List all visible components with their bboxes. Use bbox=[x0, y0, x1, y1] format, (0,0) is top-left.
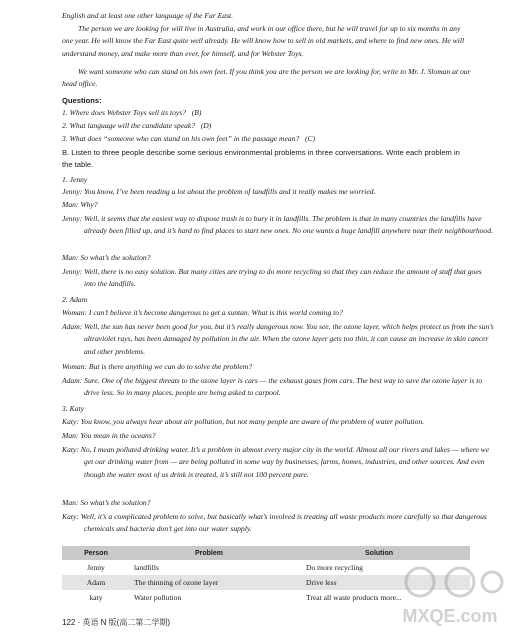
dialogue-line: Katy: Well, it’s a complicated problem to solve, but basically what’s involved is treating all waste products more carefully so that dangerous chemicals and bacteria don’t get into our water supply. bbox=[62, 512, 487, 534]
table-header-row bbox=[62, 546, 470, 560]
header-solution: Solution bbox=[288, 546, 470, 560]
dialogue-line: Man: So what’s the solution? bbox=[62, 498, 151, 507]
dialogue-line: Woman: But is there anything we can do to solve the problem? bbox=[62, 362, 253, 371]
dialogue-line: Katy: No, I mean polluted drinking water. It’s a problem in almost every major city in the world. Almost all our rivers and lakes — where we get our drinking water from — are being polluted in some way by businesses, farms, homes, industries, and other sources. And even though the water most of us drink is treated, it’s still not 100 percent pure. bbox=[62, 445, 490, 479]
cell-problem: landfills bbox=[134, 563, 159, 572]
dialogue-line: Katy: You know, you always hear about air pollution, but not many people are aware of the problem of water pollution. bbox=[62, 417, 425, 426]
speaker-heading-katy: 3. Katy bbox=[62, 404, 84, 413]
cell-solution: Treat all waste products more... bbox=[306, 593, 402, 602]
cell-person: Jenny bbox=[87, 563, 105, 572]
ad-paragraph-2: We want someone who can stand on his own feet. If you think you are the person we are looking for, write to Mr. J. Sloman at our head office. bbox=[62, 67, 471, 89]
dialogue-line: Adam: Sure. One of the biggest threats to the ozone layer is cars — the exhaust gases from cars. The best way to save the ozone layer is to drive less. So in many places, people are being asked to carpool. bbox=[62, 376, 483, 398]
dialogue-line: Man: So what’s the solution? bbox=[62, 253, 151, 262]
dialogue-line: Man: You mean in the oceans? bbox=[62, 431, 156, 440]
speaker-heading-jenny: 1. Jenny bbox=[62, 175, 88, 184]
dialogue-line: Jenny: Well, there is no easy solution. But many cities are trying to do more recycling so that they can reduce the amount of stuff that goes into the landfills. bbox=[62, 267, 482, 289]
header-person: Person bbox=[62, 546, 130, 560]
question-3: 3. What does “someone who can stand on his own feet” in the passage mean? (C) bbox=[62, 134, 316, 143]
dialogue-line: Jenny: Well, it seems that the easiest way to dispose trash is to bury it in landfills. The problem is that in many countries the landfills have already been filled up, and it’s hard to find places to start new ones. No one wants a huge landfill anywhere near their neighbourhood. bbox=[62, 214, 493, 236]
dialogue-line: Woman: I can’t believe it’s become dangerous to get a suntan. What is this world coming to? bbox=[62, 308, 343, 317]
cell-problem: Water pollution bbox=[134, 593, 182, 602]
cell-person: Adam bbox=[62, 575, 130, 590]
watermark-logo bbox=[380, 560, 520, 630]
intro-line: English and at least one other language of the Far East. bbox=[62, 11, 234, 20]
section-b-instructions: B. Listen to three people describe some serious environmental problems in three conversations. Write each problem in the table. bbox=[62, 148, 460, 170]
dialogue-line: Man: Why? bbox=[62, 200, 98, 209]
dialogue-line: Adam: Well, the sun has never been good for you, but it’s really dangerous now. You see, the ozone layer, which helps protect us from the sun’s ultraviolet rays, has been damaged by pollution in the air. When the ozone layer gets too thin, it can cause an increase in skin cancer and other problems. bbox=[62, 322, 494, 356]
question-2: 2. What language will the candidate speak? (D) bbox=[62, 121, 212, 130]
header-problem: Problem bbox=[130, 546, 288, 560]
cell-solution: Drive less bbox=[288, 575, 470, 590]
cell-solution: Do more recycling bbox=[306, 563, 363, 572]
questions-heading: Questions: bbox=[62, 96, 102, 105]
speaker-heading-adam: 2. Adam bbox=[62, 295, 88, 304]
ad-paragraph-1: The person we are looking for will live in Australia, and work in our office there, but he will travel for up to six months in any one year. He will know the Far East quite well already. He will know how to sell in old markets, and where to find new ones. He will understand money, and make more than ever, for himself, and for Webster Toys. bbox=[62, 24, 465, 58]
cell-person: katy bbox=[89, 593, 103, 602]
cell-problem: The thinning of ozone layer bbox=[130, 575, 288, 590]
dialogue-line: Jenny: You know, I’ve been reading a lot about the problem of landfills and it really makes me worried. bbox=[62, 187, 376, 196]
question-1: 1. Where does Webster Toys sell its toys? (B) bbox=[62, 108, 202, 117]
watermark-text: MXQE.com bbox=[402, 606, 498, 626]
page-footer: 122 · 英语 N 版(高二第二学期) bbox=[62, 618, 171, 627]
